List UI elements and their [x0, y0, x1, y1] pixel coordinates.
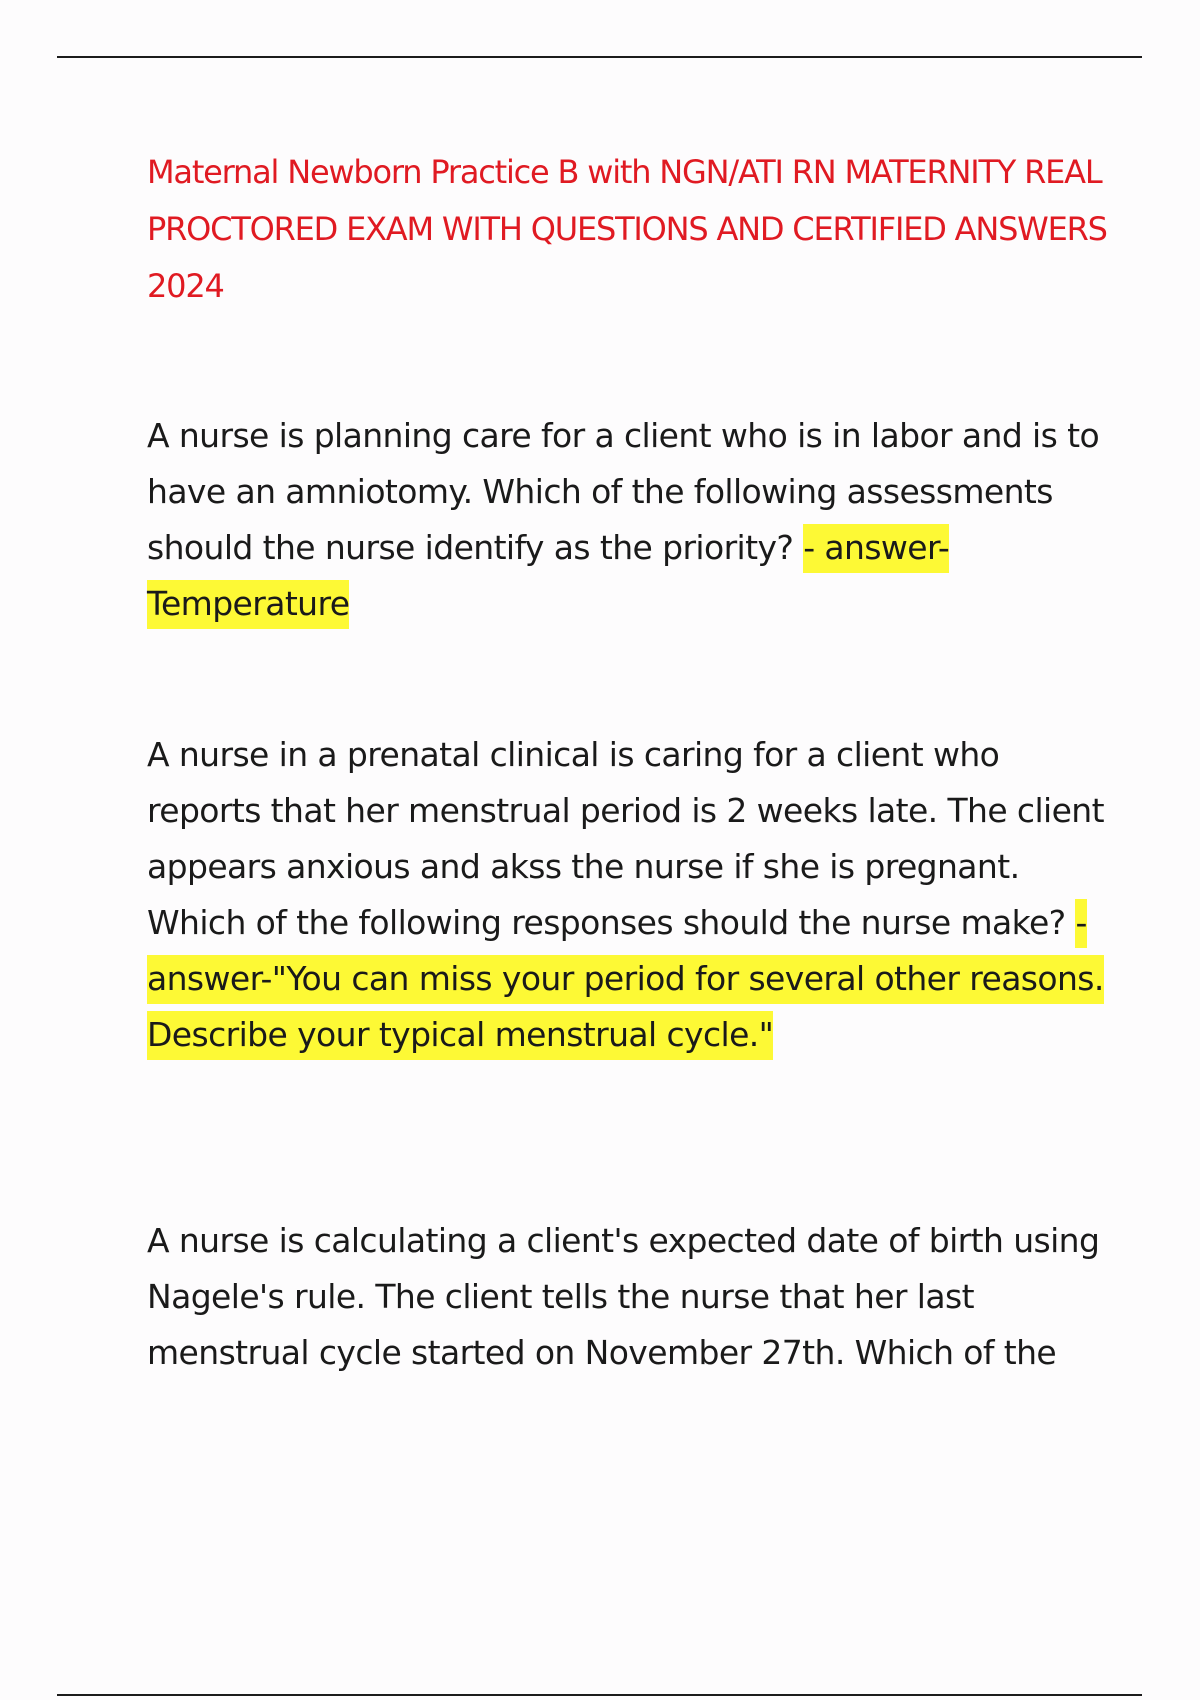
bottom-rule — [57, 1694, 1142, 1696]
question-text: A nurse is planning care for a client who is in labor and is to have an amniotomy. Which of the following assessments should the nurse identify as the priority? — [147, 416, 1100, 567]
qa-block — [147, 727, 1107, 1063]
answer-highlight: - answer-Temperature — [147, 524, 949, 629]
qa-block — [147, 408, 1107, 632]
document-title: Maternal Newborn Practice B with NGN/ATI RN MATERNITY REAL PROCTORED EXAM WITH QUESTIONS AND CERTIFIED ANSWERS 2024 — [147, 153, 1107, 305]
qa-block — [147, 1213, 1107, 1381]
answer-highlight: - answer-"You can miss your period for several other reasons. Describe your typical menstrual cycle." — [147, 899, 1104, 1060]
question-text: A nurse in a prenatal clinical is caring for a client who reports that her menstrual period is 2 weeks late. The client appears anxious and akss the nurse if she is pregnant. Which of the following responses should the nurse make? — [147, 735, 1104, 942]
question-text: A nurse is calculating a client's expected date of birth using Nagele's rule. The client tells the nurse that her last menstrual cycle started on November 27th. Which of the — [147, 1221, 1100, 1372]
top-rule — [57, 56, 1142, 58]
